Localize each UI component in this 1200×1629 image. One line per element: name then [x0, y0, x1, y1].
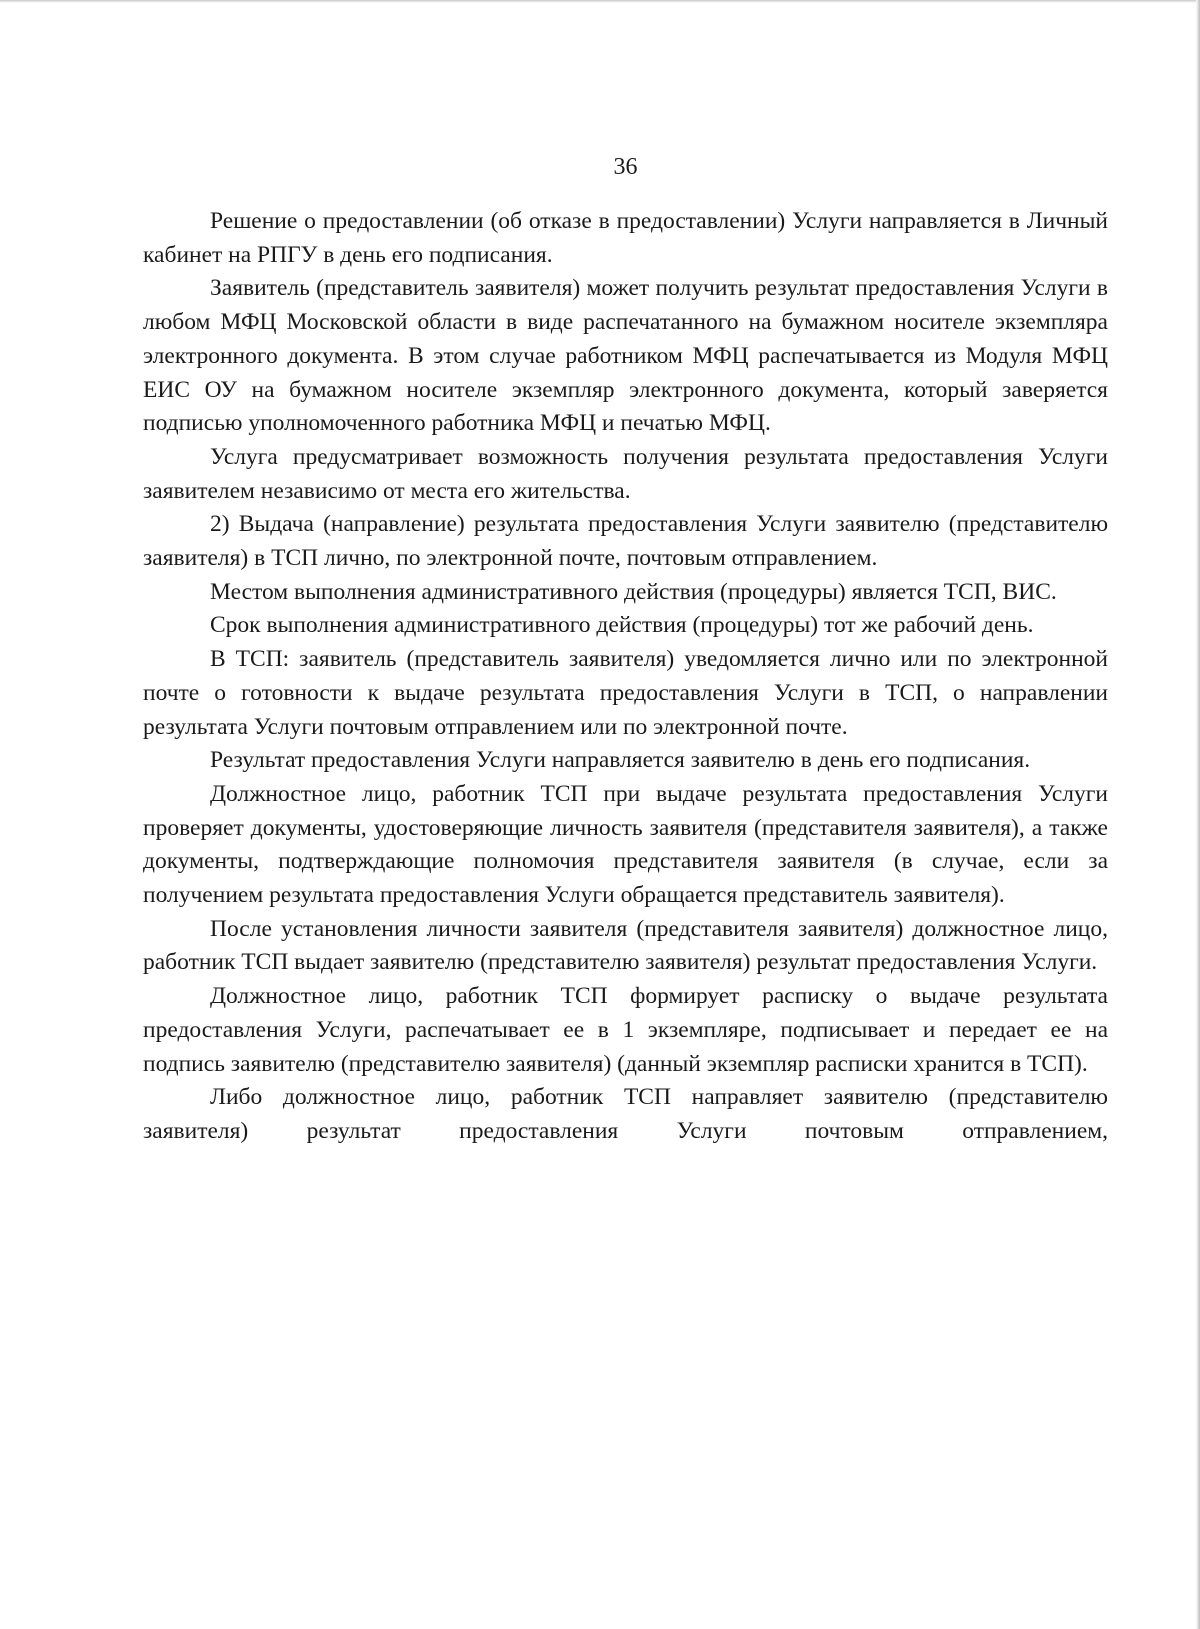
- paragraph: В ТСП: заявитель (представитель заявителя) уведомляется лично или по электронной почте о готовности к выдаче результата предоставления Услуги в ТСП, о направлении результата Услуги почтовым отправлением или по электронной почте.: [143, 646, 1108, 740]
- paragraph: Должностное лицо, работник ТСП формирует расписку о выдаче результата предоставления Услуги, распечатывает ее в 1 экземпляре, подписывает и передает ее на подпись заявителю (представителю заявителя) (данный экземпляр расписки хранится в ТСП).: [143, 983, 1108, 1077]
- paragraph: Местом выполнения административного действия (процедуры) является ТСП, ВИС.: [210, 578, 1057, 605]
- page-number: 36: [613, 154, 638, 180]
- paragraph: Срок выполнения административного действия (процедуры) тот же рабочий день.: [210, 612, 1034, 639]
- page-body: [143, 205, 1108, 1149]
- paragraph: После установления личности заявителя (представителя заявителя) должностное лицо, работник ТСП выдает заявителю (представителю заявителя) результат предоставления Услуги.: [143, 915, 1108, 976]
- scan-edge-top: [0, 0, 1200, 3]
- paragraph: Решение о предоставлении (об отказе в предоставлении) Услуги направляется в Личный кабинет на РПГУ в день его подписания.: [143, 208, 1108, 268]
- paragraph: 2) Выдача (направление) результата предоставления Услуги заявителю (представителю заявителя) в ТСП лично, по электронной почте, почтовым отправлением.: [143, 511, 1108, 572]
- paragraph: Заявитель (представитель заявителя) может получить результат предоставления Услуги в любом МФЦ Московской области в виде распечатанного на бумажном носителе экземпляра электронного документа. В этом случае работником МФЦ распечатывается из Модуля МФЦ ЕИС ОУ на бумажном носителе экземпляр электронного документа, который заверяется подписью уполномоченного работника МФЦ и печатью МФЦ.: [143, 275, 1108, 437]
- paragraph: Результат предоставления Услуги направляется заявителю в день его подписания.: [210, 747, 1031, 774]
- paragraph: Услуга предусматривает возможность получения результата предоставления Услуги заявителем независимо от места его жительства.: [143, 443, 1108, 504]
- scan-edge-right: [1196, 0, 1200, 1629]
- paragraph: Либо должностное лицо, работник ТСП направляет заявителю (представителю заявителя) результат предоставления Услуги почтовым отправлением,: [143, 1084, 1108, 1144]
- paragraph: Должностное лицо, работник ТСП при выдаче результата предоставления Услуги проверяет документы, удостоверяющие личность заявителя (представителя заявителя), а также документы, подтверждающие полномочия представителя заявителя (в случае, если за получением результата предоставления Услуги обращается представитель заявителя).: [143, 780, 1108, 909]
